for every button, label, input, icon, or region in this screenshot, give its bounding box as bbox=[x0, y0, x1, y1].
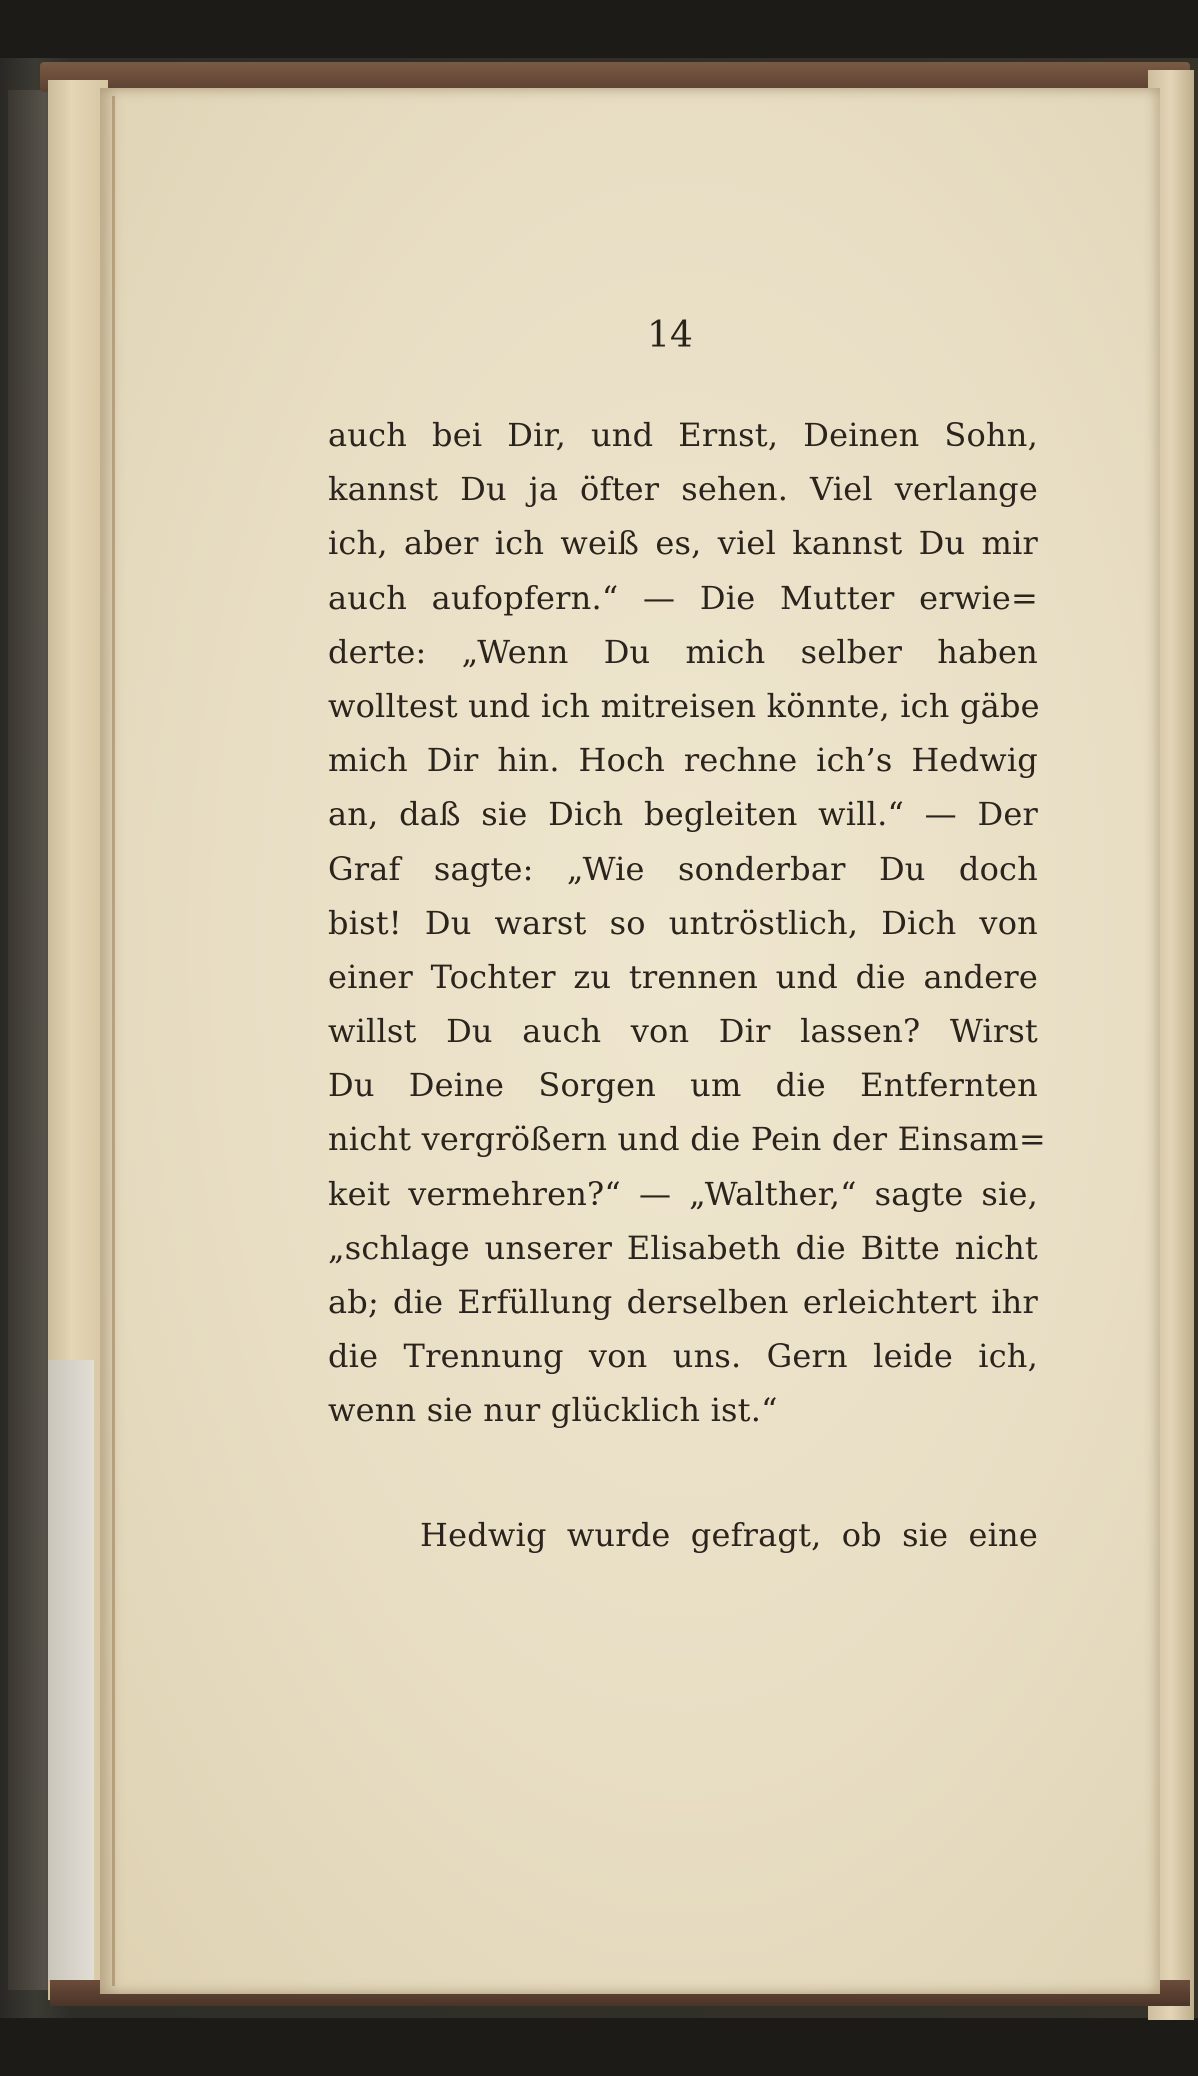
text-line: ich, aber ich weiß es, viel kannst Du mir bbox=[328, 524, 1038, 563]
text-line: wenn sie nur glücklich ist.“ bbox=[328, 1391, 778, 1430]
text-line: auch aufopfern.“ — Die Mutter erwie= bbox=[328, 578, 1038, 617]
text-paragraph-1 bbox=[328, 408, 1046, 1438]
text-line: einer Tochter zu trennen und die andere bbox=[328, 957, 1038, 996]
text-line: Du Deine Sorgen um die Entfernten bbox=[328, 1066, 1038, 1105]
text-line: die Trennung von uns. Gern leide ich, bbox=[328, 1337, 1038, 1376]
text-line: auch bei Dir, und Ernst, Deinen Sohn, bbox=[328, 416, 1038, 454]
page-gutter bbox=[112, 96, 115, 1986]
text-line: bist! Du warst so untröstlich, Dich von bbox=[328, 903, 1038, 942]
text-line: nicht vergrößern und die Pein der Einsam= bbox=[328, 1120, 1046, 1159]
text-line: kannst Du ja öfter sehen. Viel verlange bbox=[328, 470, 1038, 509]
text-line: „schlage unserer Elisabeth die Bitte nicht bbox=[328, 1228, 1038, 1267]
text-line: an, daß sie Dich begleiten will.“ — Der bbox=[328, 795, 1038, 834]
text-line: ab; die Erfüllung derselben erleichtert ihr bbox=[328, 1283, 1038, 1321]
page-edges-left-lower bbox=[48, 1360, 94, 1980]
text-line: mich Dir hin. Hoch rechne ich’s Hedwig bbox=[328, 741, 1038, 780]
text-line: Graf sagte: „Wie sonderbar Du doch bbox=[328, 849, 1038, 888]
text-line: wolltest und ich mitreisen könnte, ich gäbe bbox=[328, 686, 1040, 725]
text-line: Hedwig wurde gefragt, ob sie eine bbox=[420, 1516, 1038, 1554]
page-number: 14 bbox=[647, 315, 693, 356]
text-paragraph-2 bbox=[420, 1508, 1038, 1562]
text-line: keit vermehren?“ — „Walther,“ sagte sie, bbox=[328, 1174, 1038, 1213]
text-line: willst Du auch von Dir lassen? Wirst bbox=[328, 1012, 1038, 1051]
text-line: derte: „Wenn Du mich selber haben bbox=[328, 632, 1038, 671]
